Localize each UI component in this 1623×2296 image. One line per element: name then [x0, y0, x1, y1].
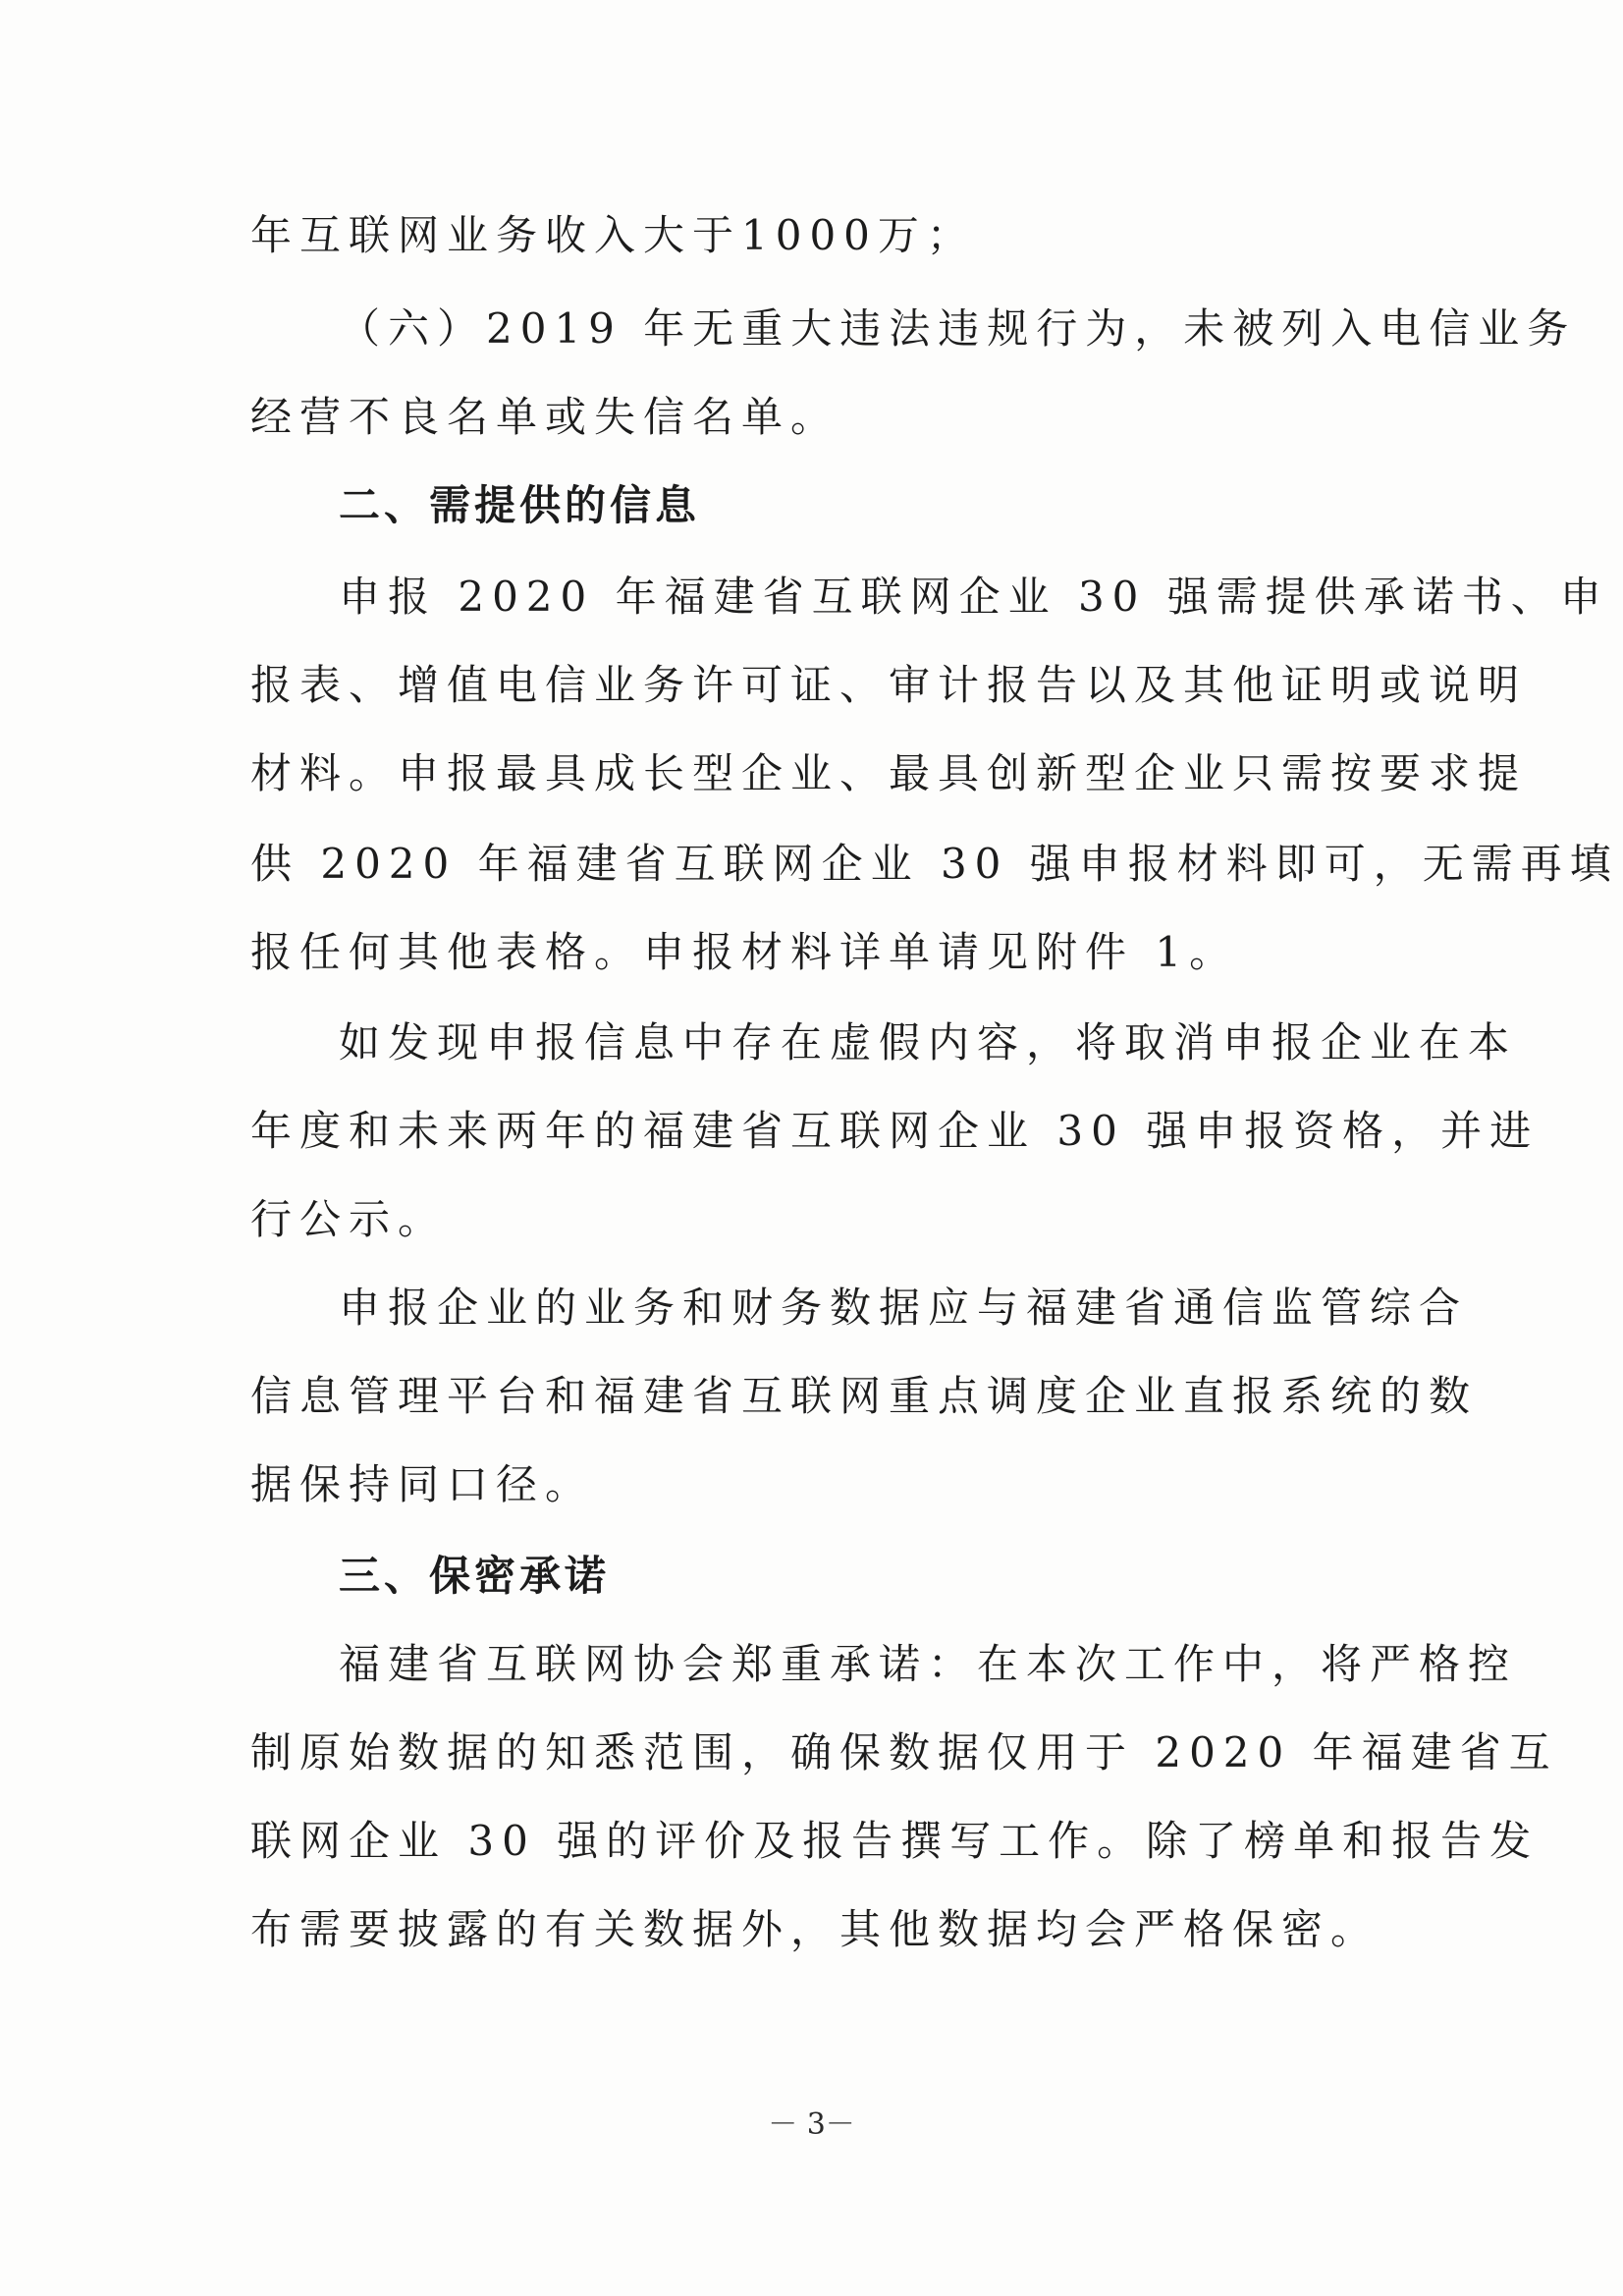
text-line: 布需要披露的有关数据外，其他数据均会严格保密。 — [250, 1905, 1380, 1953]
page-number: － 3－ — [768, 2107, 855, 2142]
text-line: （六）2019 年无重大违法违规行为，未被列入电信业务 — [339, 304, 1577, 353]
section-heading: 二、需提供的信息 — [339, 481, 701, 529]
text-line: 报表、增值电信业务许可证、审计报告以及其他证明或说明 — [250, 661, 1528, 709]
text-line: 据保持同口径。 — [250, 1460, 595, 1508]
section-heading: 三、保密承诺 — [339, 1552, 611, 1600]
text-line: 材料。申报最具成长型企业、最具创新型企业只需按要求提 — [250, 749, 1528, 797]
text-line: 申报企业的业务和财务数据应与福建省通信监管综合 — [339, 1284, 1469, 1332]
text-line: 供 2020 年福建省互联网企业 30 强申报材料即可，无需再填 — [250, 840, 1619, 888]
text-line: 经营不良名单或失信名单。 — [250, 393, 840, 441]
text-line: 申报 2020 年福建省互联网企业 30 强需提供承诺书、申 — [339, 573, 1609, 621]
text-line: 年度和未来两年的福建省互联网企业 30 强申报资格，并进 — [250, 1107, 1540, 1155]
text-line: 如发现申报信息中存在虚假内容，将取消申报企业在本 — [339, 1018, 1518, 1066]
text-line: 年互联网业务收入大于1000万； — [250, 211, 976, 259]
text-line: 行公示。 — [250, 1195, 448, 1243]
text-line: 福建省互联网协会郑重承诺：在本次工作中，将严格控 — [339, 1640, 1518, 1688]
text-line: 报任何其他表格。申报材料详单请见附件 1。 — [250, 928, 1239, 976]
text-line: 联网企业 30 强的评价及报告撰写工作。除了榜单和报告发 — [250, 1817, 1540, 1865]
text-line: 制原始数据的知悉范围，确保数据仅用于 2020 年福建省互 — [250, 1728, 1558, 1777]
text-line: 信息管理平台和福建省互联网重点调度企业直报系统的数 — [250, 1372, 1479, 1420]
